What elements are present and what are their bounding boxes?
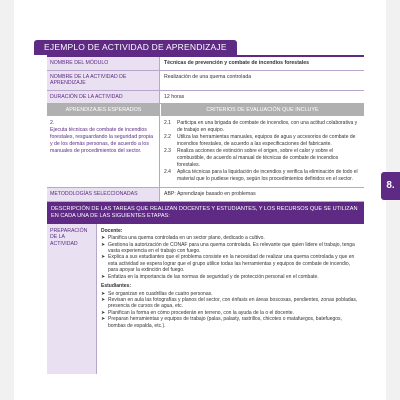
row-label: DURACIÓN DE LA ACTIVIDAD xyxy=(47,91,160,104)
bullet-icon: ➤ xyxy=(101,316,106,323)
docente-title: Docente: xyxy=(101,227,123,234)
list-item: ➤ Gestiona la autorización de CONAF para una quema controlada. Es relevante que quien lidere el trabajo, tenga vasta experiencia en el trabajo con fuego. xyxy=(101,241,355,255)
criterio-number: 2.2 xyxy=(164,134,171,141)
row-value: ABP: Aprendizaje basado en problemas xyxy=(164,191,256,198)
criterio-text: Realiza acciones de extinción sobre el origen, sobre el calor y sobre el combustible, de acuerdo al manual de técnicas de combate de incendios forestales. xyxy=(177,148,339,168)
estudiantes-title: Estudiantes: xyxy=(101,283,132,290)
descripcion-header: DESCRIPCIÓN DE LAS TAREAS QUE REALIZAN DOCENTES Y ESTUDIANTES, Y LOS RECURSOS QUE SE UTILIZAN EN CADA UNA DE LAS SIGUIENTES ETAPAS: xyxy=(47,202,364,224)
aprendizaje-row xyxy=(47,116,364,188)
list-item: ➤ Enfatiza en la importancia de las normas de seguridad y de protección personal en el combate. xyxy=(101,273,319,280)
row-actividad xyxy=(47,71,364,91)
list-item: ➤ Explica a sus estudiantes que el problema consiste en la necesidad de realizar una quema controlada y que en esta actividad se espera lograr que el grupo utilice todas las herramientas y equipos de combate de incendio, para apoyar la extinción del fuego. xyxy=(101,254,355,274)
row-label: METODOLOGÍAS SELECCIONADAS xyxy=(47,188,160,201)
aprendizaje-text: Ejecuta técnicas de combate de incendios forestales, resguardando la seguridad propia y de los demás personas, de acuerdo a los manuales de procedimientos del sector. xyxy=(50,127,153,154)
bullet-icon: ➤ xyxy=(101,309,106,316)
row-label: NOMBRE DEL MÓDULO xyxy=(47,57,160,70)
bullet-icon: ➤ xyxy=(101,290,106,297)
aprendizaje-number: 2. xyxy=(50,120,55,126)
bullet-icon: ➤ xyxy=(101,273,106,280)
row-duracion xyxy=(47,91,364,105)
list-item: ➤ Planifican la forma en cómo procederán en terreno, con la ayuda de la o el docente. xyxy=(101,309,294,316)
criterio-text: Participa en una brigada de combate de incendios, con una actitud colaborativa y de trabajo en equipo. xyxy=(177,120,358,133)
criterio-number: 2.1 xyxy=(164,120,171,126)
list-item: ➤ Planifica una quema controlada en un sector plano, dedicado a cultivo. xyxy=(101,235,265,242)
criterio-text: Utiliza las herramientas manuales, equipos de agua y accesorios de combate de incendios forestales, de acuerdo a las especificaciones del fabricante. xyxy=(177,134,356,147)
criterio-item xyxy=(164,134,360,147)
table-header xyxy=(47,104,364,116)
activity-table xyxy=(47,55,364,374)
row-value: Técnicas de prevención y combate de incendios forestales xyxy=(164,60,310,66)
list-item: ➤ Preparan herramientas y equipos de trabajo (palas, palasty, rastrillos, chicotes o matafuegos, batefuegos, bombas de espalda, etc.). xyxy=(101,316,342,329)
activity-title: EJEMPLO DE ACTIVIDAD DE APRENDIZAJE xyxy=(34,40,237,55)
criterio-item xyxy=(164,120,360,133)
criterio-item xyxy=(164,169,360,182)
list-item: ➤ Se organizan en cuadrillas de cuatro personas. xyxy=(101,290,213,297)
row-modulo xyxy=(47,57,364,71)
bullet-icon: ➤ xyxy=(101,235,106,242)
criterio-item xyxy=(164,148,360,168)
row-value: 12 horas xyxy=(164,93,185,100)
preparacion-row xyxy=(47,224,364,374)
list-item: ➤ Revisan en aula las fotografías y planos del sector, con énfasis en áreas boscosas, pendientes, zonas pobladas, presencia de cursos de agua, etc. xyxy=(101,296,358,310)
header-criterios: CRITERIOS DE EVALUACIÓN QUE INCLUYE xyxy=(161,104,364,116)
preparacion-label: PREPARACIÓN DE LA ACTIVIDAD xyxy=(47,224,97,374)
criterio-text: Aplica técnicas para la liquidación de incendios y verifica la eliminación de todo el material que lo pudiese riesgo, según los procedimientos definidos en el sector. xyxy=(177,169,358,182)
aprendizaje-cell xyxy=(47,116,160,187)
bullet-icon: ➤ xyxy=(101,254,106,261)
criterio-number: 2.3 xyxy=(164,148,171,155)
row-value: Realización de una quema controlada xyxy=(164,73,252,80)
preparacion-content xyxy=(97,224,364,374)
row-metodologias xyxy=(47,188,364,202)
row-label: NOMBRE DE LA ACTIVIDAD DE APRENDIZAJE xyxy=(47,71,160,90)
bullet-icon: ➤ xyxy=(101,241,106,248)
criterios-cell xyxy=(160,116,364,187)
criterio-number: 2.4 xyxy=(164,169,171,176)
header-aprendizajes: APRENDIZAJES ESPERADOS xyxy=(47,104,161,116)
page-section-tab: 8. xyxy=(381,172,400,200)
bullet-icon: ➤ xyxy=(101,296,106,303)
